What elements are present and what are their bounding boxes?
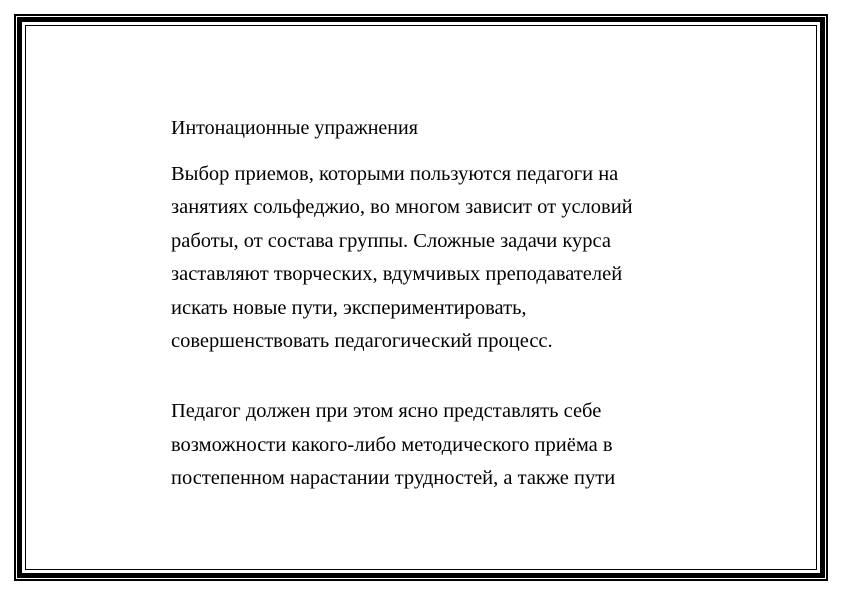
- text-line: заставляют творческих, вдумчивых преподавателей: [171, 263, 623, 286]
- text-line: Выбор приемов, которыми пользуются педагоги на: [171, 163, 619, 185]
- text-line: занятиях сольфеджио, во многом зависит от условий: [171, 196, 633, 219]
- text-line: совершенствовать педагогический процесс.: [171, 330, 553, 353]
- text-line: искать новые пути, экспериментировать,: [171, 296, 527, 319]
- text-content: [171, 114, 751, 496]
- paragraph-2: [171, 395, 751, 495]
- paragraph-1: [171, 158, 751, 358]
- text-line: постепенном нарастании трудностей, а также пути: [171, 467, 616, 490]
- text-line: возможности какого-либо методического приёма в: [171, 433, 613, 456]
- text-line: Педагог должен при этом ясно представлять себе: [171, 400, 602, 423]
- section-heading: Интонационные упражнения: [171, 117, 418, 139]
- text-line: работы, от состава группы. Сложные задачи курса: [171, 229, 612, 252]
